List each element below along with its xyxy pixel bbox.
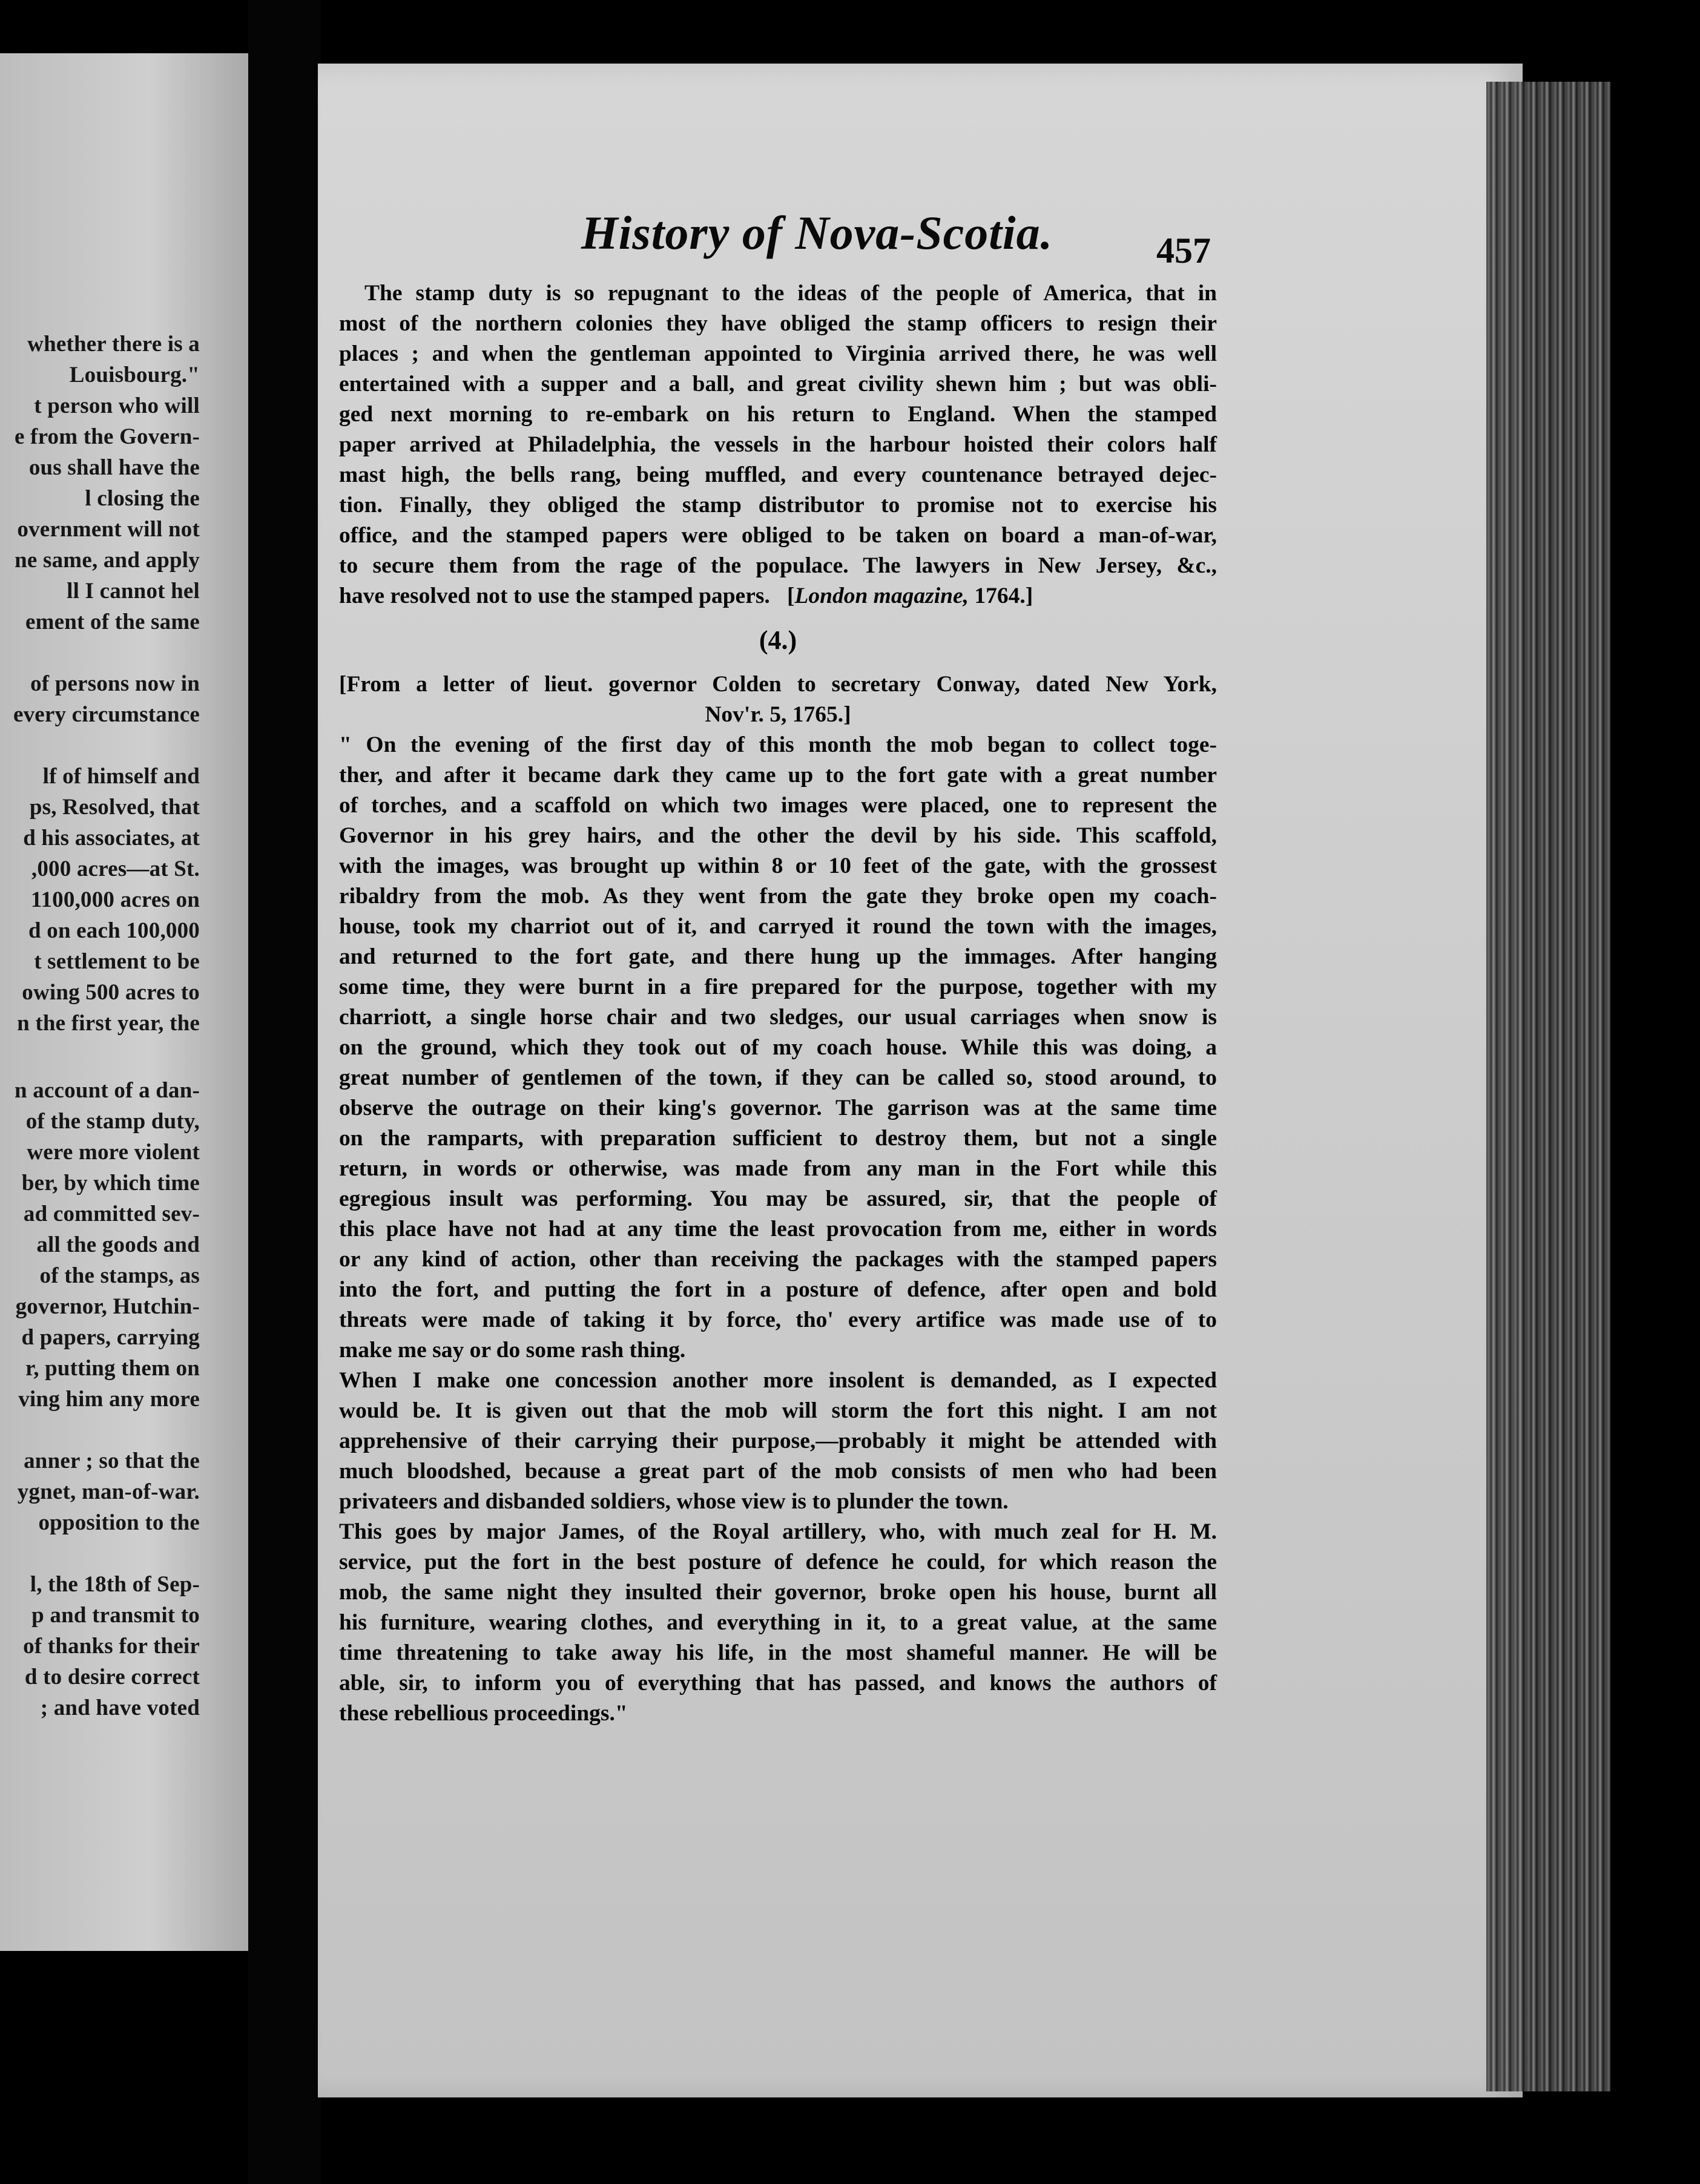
text-line: office, and the stamped papers were obliged to be taken on board a man-of-war, xyxy=(339,523,1217,548)
previous-page-line: l, the 18th of Sep- xyxy=(30,1572,200,1597)
text-line: and returned to the fort gate, and there hung up the immages. After hanging xyxy=(339,944,1217,969)
previous-page-line: of the stamp duty, xyxy=(25,1109,200,1134)
section-number: (4.) xyxy=(759,625,797,655)
text-line: on the ramparts, with preparation sufficient to destroy them, but not a single xyxy=(339,1126,1217,1151)
text-line: ged next morning to re-embark on his return to England. When the stamped xyxy=(339,402,1217,427)
page-number: 457 xyxy=(1156,231,1211,271)
page-edges xyxy=(1486,82,1619,2091)
previous-page-line: d papers, carrying xyxy=(21,1325,200,1350)
text-line: these rebellious proceedings." xyxy=(339,1701,628,1726)
text-line: much bloodshed, because a great part of the mob consists of men who had been xyxy=(339,1459,1217,1484)
text-line: egregious insult was performing. You may be assured, sir, that the people of xyxy=(339,1186,1217,1211)
citation-source: London magazine, xyxy=(794,584,969,608)
text-line: service, put the fort in the best posture of defence he could, for which reason the xyxy=(339,1550,1217,1574)
previous-page-line: l closing the xyxy=(85,486,200,511)
paragraph-stamp-duty xyxy=(339,278,1217,581)
previous-page-line: lf of himself and xyxy=(42,764,200,789)
previous-page-line: ber, by which time xyxy=(21,1171,200,1196)
previous-page-line: ement of the same xyxy=(25,610,200,634)
text-line: apprehensive of their carrying their purpose,—probably it might be attended with xyxy=(339,1429,1217,1453)
text-line: some time, they were burnt in a fire prepared for the purpose, together with my xyxy=(339,975,1217,999)
previous-page-line: Louisbourg." xyxy=(69,363,200,387)
previous-page-line: ps, Resolved, that xyxy=(29,795,200,820)
previous-page-line xyxy=(0,1415,200,1446)
previous-page-line: of thanks for their xyxy=(23,1634,200,1659)
text-line: entertained with a supper and a ball, and great civility shewn him ; but was obli- xyxy=(339,372,1217,396)
previous-page-line: opposition to the xyxy=(38,1510,200,1535)
previous-page-line: r, putting them on xyxy=(25,1356,200,1381)
letter-heading-line-1: [From a letter of lieut. governor Colden to secretary Conway, dated New York, xyxy=(339,672,1217,697)
previous-page-line: e from the Govern- xyxy=(14,424,200,449)
previous-page-line: ,000 acres—at St. xyxy=(31,857,200,881)
paragraph-closing-line: have resolved not to use the stamped papers. [London magazine, 1764.] xyxy=(339,584,1033,608)
previous-page-line: d on each 100,000 xyxy=(28,918,200,943)
text-line: make me say or do some rash thing. xyxy=(339,1338,686,1363)
text-line: house, took my charriot out of it, and carryed it round the town with the images, xyxy=(339,914,1217,939)
previous-page xyxy=(0,53,248,1951)
previous-page-line: ; and have voted xyxy=(40,1696,200,1720)
previous-page-line: all the goods and xyxy=(36,1232,200,1257)
previous-page-line: ll I cannot hel xyxy=(67,579,200,604)
text-line: paper arrived at Philadelphia, the vessels in the harbour hoisted their colors half xyxy=(339,432,1217,457)
previous-page-line: of the stamps, as xyxy=(39,1263,200,1288)
previous-page-line: every circumstance xyxy=(13,702,200,727)
edge-shadow xyxy=(1610,0,1700,2184)
previous-page-line: t settlement to be xyxy=(34,949,200,974)
text-line: would be. It is given out that the mob will storm the fort this night. I am not xyxy=(339,1398,1217,1423)
previous-page-line: overnment will not xyxy=(17,517,200,542)
text-line: return, in words or otherwise, was made from any man in the Fort while this xyxy=(339,1156,1217,1181)
previous-page-line: 1100,000 acres on xyxy=(30,887,200,912)
previous-page-line: ne same, and apply xyxy=(15,548,200,573)
text-line: ther, and after it became dark they came up to the fort gate with a great number xyxy=(339,763,1217,788)
previous-page-line: d his associates, at xyxy=(23,826,200,850)
text-line: with the images, was brought up within 8 or 10 feet of the gate, with the grossest xyxy=(339,854,1217,878)
previous-page-line: p and transmit to xyxy=(31,1603,200,1628)
text-line: most of the northern colonies they have obliged the stamp officers to resign their xyxy=(339,311,1217,336)
text-line: this place have not had at any time the least provocation from me, either in words xyxy=(339,1217,1217,1242)
text-line: into the fort, and putting the fort in a posture of defence, after open and bold xyxy=(339,1277,1217,1302)
previous-page-line: n account of a dan- xyxy=(15,1078,200,1103)
text-line: or any kind of action, other than receiving the packages with the stamped papers xyxy=(339,1247,1217,1272)
previous-page-line: t person who will xyxy=(34,393,200,418)
text-line: charriott, a single horse chair and two sledges, our usual carriages when snow is xyxy=(339,1005,1217,1030)
text-line: When I make one concession another more insolent is demanded, as I expected xyxy=(339,1368,1217,1393)
text-line: privateers and disbanded soldiers, whose view is to plunder the town. xyxy=(339,1489,1009,1514)
running-header: History of Nova-Scotia. xyxy=(581,206,1053,259)
text-line: ribaldry from the mob. As they went from the gate they broke open my coach- xyxy=(339,884,1217,909)
previous-page-line: were more violent xyxy=(27,1140,200,1165)
previous-page-line: governor, Hutchin- xyxy=(15,1294,200,1319)
letter-paragraph-3 xyxy=(339,1517,1217,1729)
previous-page-text xyxy=(0,329,200,1723)
letter-paragraph-1 xyxy=(339,730,1217,1366)
text-line: on the ground, which they took out of my coach house. While this was doing, a xyxy=(339,1035,1217,1060)
text-line: threats were made of taking it by force, tho' every artifice was made use of to xyxy=(339,1307,1217,1332)
previous-page-line: anner ; so that the xyxy=(24,1449,200,1473)
previous-page-line: ving him any more xyxy=(18,1387,200,1412)
previous-page-line: whether there is a xyxy=(27,332,200,357)
citation-year: 1764.] xyxy=(974,584,1033,608)
text-line: to secure them from the rage of the populace. The lawyers in New Jersey, &c., xyxy=(339,553,1217,578)
previous-page-line xyxy=(0,730,200,761)
previous-page-line: d to desire correct xyxy=(24,1665,200,1689)
text-line: of torches, and a scaffold on which two images were placed, one to represent the xyxy=(339,793,1217,818)
text-line: great number of gentlemen of the town, if they can be called so, stood around, to xyxy=(339,1065,1217,1090)
text-line: " On the evening of the first day of this month the mob began to collect toge- xyxy=(339,732,1217,757)
text-line: his furniture, wearing clothes, and everything in it, to a great value, at the same xyxy=(339,1610,1217,1635)
text-line: This goes by major James, of the Royal artillery, who, with much zeal for H. M. xyxy=(339,1519,1217,1544)
previous-page-line: of persons now in xyxy=(30,671,200,696)
previous-page-line: owing 500 acres to xyxy=(22,980,200,1005)
letter-heading-line-2: Nov'r. 5, 1765.] xyxy=(705,702,851,727)
previous-page-line: ous shall have the xyxy=(28,455,200,480)
page-body xyxy=(339,278,1217,1729)
text-line: time threatening to take away his life, in the most shameful manner. He will be xyxy=(339,1640,1217,1665)
text-line: able, sir, to inform you of everything that has passed, and knows the authors of xyxy=(339,1671,1217,1696)
text-line: observe the outrage on their king's governor. The garrison was at the same time xyxy=(339,1096,1217,1120)
book-gutter xyxy=(248,0,321,2184)
text-line: mob, the same night they insulted their governor, broke open his house, burnt all xyxy=(339,1580,1217,1605)
previous-page-line xyxy=(0,1538,200,1569)
letter-paragraph-2 xyxy=(339,1366,1217,1517)
text-line: Governor in his grey hairs, and the other the devil by his side. This scaffold, xyxy=(339,823,1217,848)
previous-page-line: ad committed sev- xyxy=(23,1202,200,1226)
previous-page-line xyxy=(0,637,200,668)
text-line: places ; and when the gentleman appointed to Virginia arrived there, he was well xyxy=(339,341,1217,366)
previous-page-gap xyxy=(0,1039,200,1075)
text-line: tion. Finally, they obliged the stamp distributor to promise not to exercise his xyxy=(339,493,1217,518)
text-line: The stamp duty is so repugnant to the ideas of the people of America, that in xyxy=(364,281,1217,306)
previous-page-line: n the first year, the xyxy=(17,1011,200,1036)
previous-page-line: ygnet, man-of-war. xyxy=(17,1479,200,1504)
text-line: mast high, the bells rang, being muffled, and every countenance betrayed dejec- xyxy=(339,462,1217,487)
